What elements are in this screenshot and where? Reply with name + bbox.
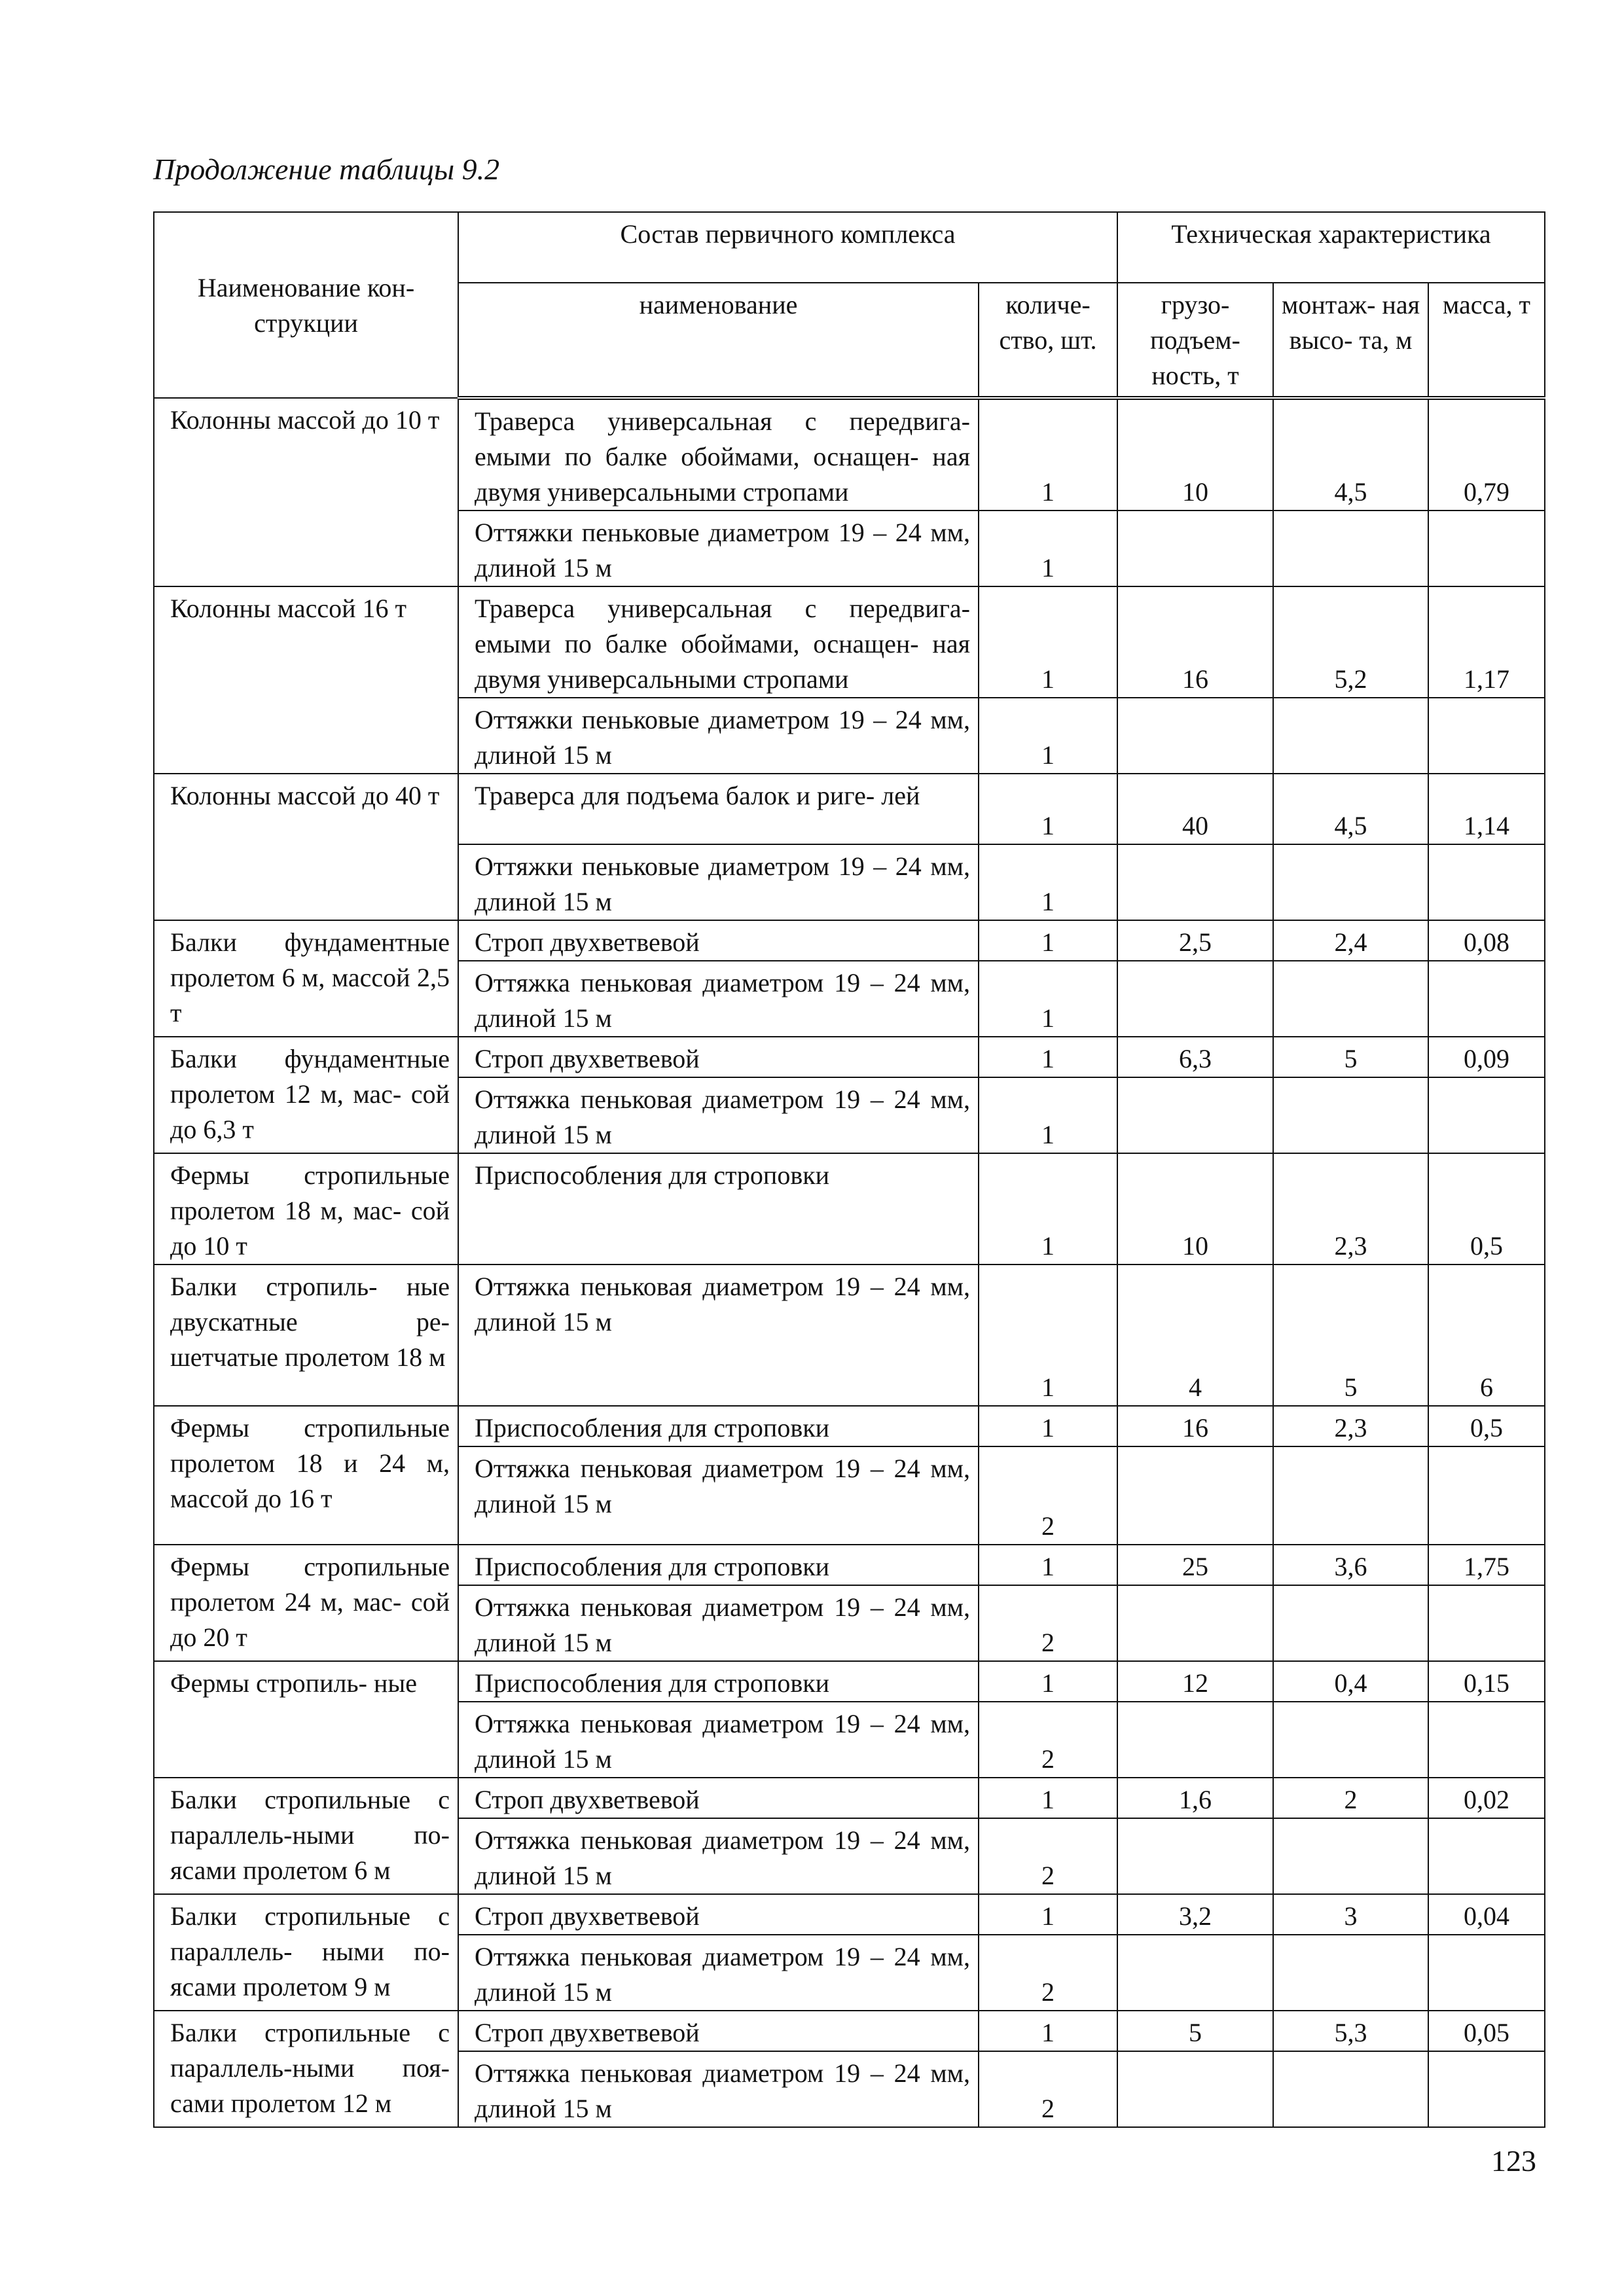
item-name-cell: Приспособления для строповки [458,1545,979,1585]
height-cell: 2,4 [1273,920,1428,961]
quantity-cell: 1 [979,511,1117,586]
height-cell: 2,3 [1273,1153,1428,1265]
height-cell [1273,698,1428,774]
mass-cell [1428,844,1545,920]
capacity-cell: 10 [1117,1153,1273,1265]
mass-cell: 0,15 [1428,1661,1545,1702]
capacity-cell [1117,1935,1273,2011]
equipment-table [153,211,1545,2128]
capacity-cell [1117,2051,1273,2127]
height-cell [1273,844,1428,920]
header-mass: масса, т [1428,283,1545,398]
capacity-cell: 5 [1117,2011,1273,2051]
height-cell [1273,511,1428,586]
mass-cell: 0,02 [1428,1778,1545,1818]
quantity-cell: 1 [979,920,1117,961]
item-name-cell: Приспособления для строповки [458,1661,979,1702]
item-name-cell: Оттяжка пеньковая диаметром 19 – 24 мм, длиной 15 м [458,961,979,1037]
quantity-cell: 1 [979,698,1117,774]
header-tech-group: Техническая характеристика [1117,212,1545,283]
table-row [154,774,1545,844]
height-cell: 4,5 [1273,774,1428,844]
mass-cell [1428,511,1545,586]
construction-name-cell: Балки стропильные с параллель-ными по- ясами пролетом 6 м [154,1778,458,1894]
quantity-cell: 1 [979,1778,1117,1818]
item-name-cell: Оттяжка пеньковая диаметром 19 – 24 мм, длиной 15 м [458,1702,979,1778]
height-cell [1273,1446,1428,1545]
header-quantity: количе- ство, шт. [979,283,1117,398]
item-name-cell: Оттяжка пеньковая диаметром 19 – 24 мм, длиной 15 м [458,1077,979,1153]
table-row [154,1894,1545,1935]
header-construction-name: Наименование кон- струкции [154,212,458,398]
mass-cell [1428,1585,1545,1661]
mass-cell [1428,961,1545,1037]
item-name-cell: Строп двухветвевой [458,920,979,961]
item-name-cell: Оттяжка пеньковая диаметром 19 – 24 мм, длиной 15 м [458,2051,979,2127]
table-row [154,920,1545,961]
capacity-cell [1117,844,1273,920]
mass-cell: 0,08 [1428,920,1545,961]
page-number: 123 [1491,2144,1536,2178]
mass-cell [1428,1702,1545,1778]
mass-cell: 0,5 [1428,1406,1545,1446]
quantity-cell: 1 [979,586,1117,698]
capacity-cell: 25 [1117,1545,1273,1585]
table-row [154,1661,1545,1702]
mass-cell [1428,1446,1545,1545]
header-item-name: наименование [458,283,979,398]
quantity-cell: 1 [979,1894,1117,1935]
item-name-cell: Оттяжки пеньковые диаметром 19 – 24 мм, длиной 15 м [458,698,979,774]
quantity-cell: 2 [979,1935,1117,2011]
table-row [154,586,1545,698]
mass-cell: 0,09 [1428,1037,1545,1077]
mass-cell: 1,14 [1428,774,1545,844]
height-cell: 2,3 [1273,1406,1428,1446]
quantity-cell: 1 [979,398,1117,511]
capacity-cell [1117,698,1273,774]
quantity-cell: 2 [979,2051,1117,2127]
item-name-cell: Оттяжка пеньковая диаметром 19 – 24 мм, длиной 15 м [458,1818,979,1894]
height-cell: 3,6 [1273,1545,1428,1585]
header-mounting-height: монтаж- ная высо- та, м [1273,283,1428,398]
mass-cell: 0,05 [1428,2011,1545,2051]
quantity-cell: 1 [979,1037,1117,1077]
capacity-cell: 16 [1117,586,1273,698]
item-name-cell: Строп двухветвевой [458,2011,979,2051]
quantity-cell: 1 [979,1153,1117,1265]
item-name-cell: Приспособления для строповки [458,1153,979,1265]
quantity-cell: 2 [979,1585,1117,1661]
quantity-cell: 1 [979,1406,1117,1446]
height-cell: 5,3 [1273,2011,1428,2051]
height-cell: 5 [1273,1037,1428,1077]
mass-cell [1428,1935,1545,2011]
height-cell: 5,2 [1273,586,1428,698]
capacity-cell [1117,1585,1273,1661]
quantity-cell: 2 [979,1818,1117,1894]
mass-cell: 6 [1428,1265,1545,1406]
capacity-cell: 6,3 [1117,1037,1273,1077]
item-name-cell: Оттяжка пеньковая диаметром 19 – 24 мм, длиной 15 м [458,1446,979,1545]
height-cell [1273,1077,1428,1153]
capacity-cell: 12 [1117,1661,1273,1702]
height-cell: 4,5 [1273,398,1428,511]
height-cell [1273,2051,1428,2127]
quantity-cell: 1 [979,1661,1117,1702]
height-cell [1273,1935,1428,2011]
quantity-cell: 1 [979,844,1117,920]
header-lifting-capacity: грузо- подъем- ность, т [1117,283,1273,398]
construction-name-cell: Фермы стропильные пролетом 24 м, мас- сой до 20 т [154,1545,458,1661]
capacity-cell: 2,5 [1117,920,1273,961]
capacity-cell [1117,1818,1273,1894]
mass-cell: 0,5 [1428,1153,1545,1265]
item-name-cell: Строп двухветвевой [458,1894,979,1935]
construction-name-cell: Балки стропильные с параллель- ными по- ясами пролетом 9 м [154,1894,458,2011]
capacity-cell [1117,511,1273,586]
quantity-cell: 1 [979,1265,1117,1406]
construction-name-cell: Фермы стропильные пролетом 18 и 24 м, массой до 16 т [154,1406,458,1545]
mass-cell [1428,1077,1545,1153]
quantity-cell: 2 [979,1446,1117,1545]
quantity-cell: 1 [979,961,1117,1037]
quantity-cell: 1 [979,1545,1117,1585]
item-name-cell: Приспособления для строповки [458,1406,979,1446]
capacity-cell: 1,6 [1117,1778,1273,1818]
item-name-cell: Оттяжки пеньковые диаметром 19 – 24 мм, длиной 15 м [458,511,979,586]
construction-name-cell: Колонны массой 16 т [154,586,458,774]
mass-cell [1428,2051,1545,2127]
table-row [154,1406,1545,1446]
quantity-cell: 1 [979,1077,1117,1153]
mass-cell: 0,79 [1428,398,1545,511]
construction-name-cell: Фермы стропильные пролетом 18 м, мас- сой до 10 т [154,1153,458,1265]
capacity-cell: 40 [1117,774,1273,844]
item-name-cell: Траверса для подъема балок и риге- лей [458,774,979,844]
table-row [154,2011,1545,2051]
height-cell [1273,961,1428,1037]
mass-cell: 0,04 [1428,1894,1545,1935]
item-name-cell: Строп двухветвевой [458,1778,979,1818]
construction-name-cell: Колонны массой до 40 т [154,774,458,920]
table-row [154,1545,1545,1585]
height-cell: 0,4 [1273,1661,1428,1702]
height-cell: 5 [1273,1265,1428,1406]
construction-name-cell: Балки фундаментные пролетом 12 м, мас- сой до 6,3 т [154,1037,458,1153]
construction-name-cell: Балки стропиль- ные двускатные ре- шетчатые пролетом 18 м [154,1265,458,1406]
capacity-cell [1117,1446,1273,1545]
item-name-cell: Оттяжка пеньковая диаметром 19 – 24 мм, длиной 15 м [458,1935,979,2011]
mass-cell [1428,1818,1545,1894]
height-cell: 3 [1273,1894,1428,1935]
capacity-cell: 16 [1117,1406,1273,1446]
item-name-cell: Оттяжка пеньковая диаметром 19 – 24 мм, длиной 15 м [458,1585,979,1661]
table-row [154,1153,1545,1265]
table-caption: Продолжение таблицы 9.2 [153,152,500,186]
quantity-cell: 1 [979,2011,1117,2051]
capacity-cell: 10 [1117,398,1273,511]
table-header [154,212,1545,398]
capacity-cell: 3,2 [1117,1894,1273,1935]
height-cell: 2 [1273,1778,1428,1818]
table-row [154,1265,1545,1406]
mass-cell: 1,75 [1428,1545,1545,1585]
height-cell [1273,1585,1428,1661]
table-row [154,1778,1545,1818]
height-cell [1273,1818,1428,1894]
item-name-cell: Оттяжка пеньковая диаметром 19 – 24 мм, длиной 15 м [458,1265,979,1406]
height-cell [1273,1702,1428,1778]
construction-name-cell: Фермы стропиль- ные [154,1661,458,1778]
item-name-cell: Строп двухветвевой [458,1037,979,1077]
capacity-cell [1117,1702,1273,1778]
table-row [154,1037,1545,1077]
construction-name-cell: Балки стропильные с параллель-ными поя- сами пролетом 12 м [154,2011,458,2127]
item-name-cell: Траверса универсальная с передвига- емыми по балке обоймами, оснащен- ная двумя универсальными стропами [458,398,979,511]
item-name-cell: Оттяжки пеньковые диаметром 19 – 24 мм, длиной 15 м [458,844,979,920]
construction-name-cell: Колонны массой до 10 т [154,398,458,586]
capacity-cell: 4 [1117,1265,1273,1406]
quantity-cell: 2 [979,1702,1117,1778]
capacity-cell [1117,961,1273,1037]
table-row [154,398,1545,511]
mass-cell [1428,698,1545,774]
header-complex-group: Состав первичного комплекса [458,212,1117,283]
quantity-cell: 1 [979,774,1117,844]
construction-name-cell: Балки фундаментные пролетом 6 м, массой 2,5 т [154,920,458,1037]
mass-cell: 1,17 [1428,586,1545,698]
capacity-cell [1117,1077,1273,1153]
table-body [154,398,1545,2127]
item-name-cell: Траверса универсальная с передвига- емыми по балке обоймами, оснащен- ная двумя универсальными стропами [458,586,979,698]
